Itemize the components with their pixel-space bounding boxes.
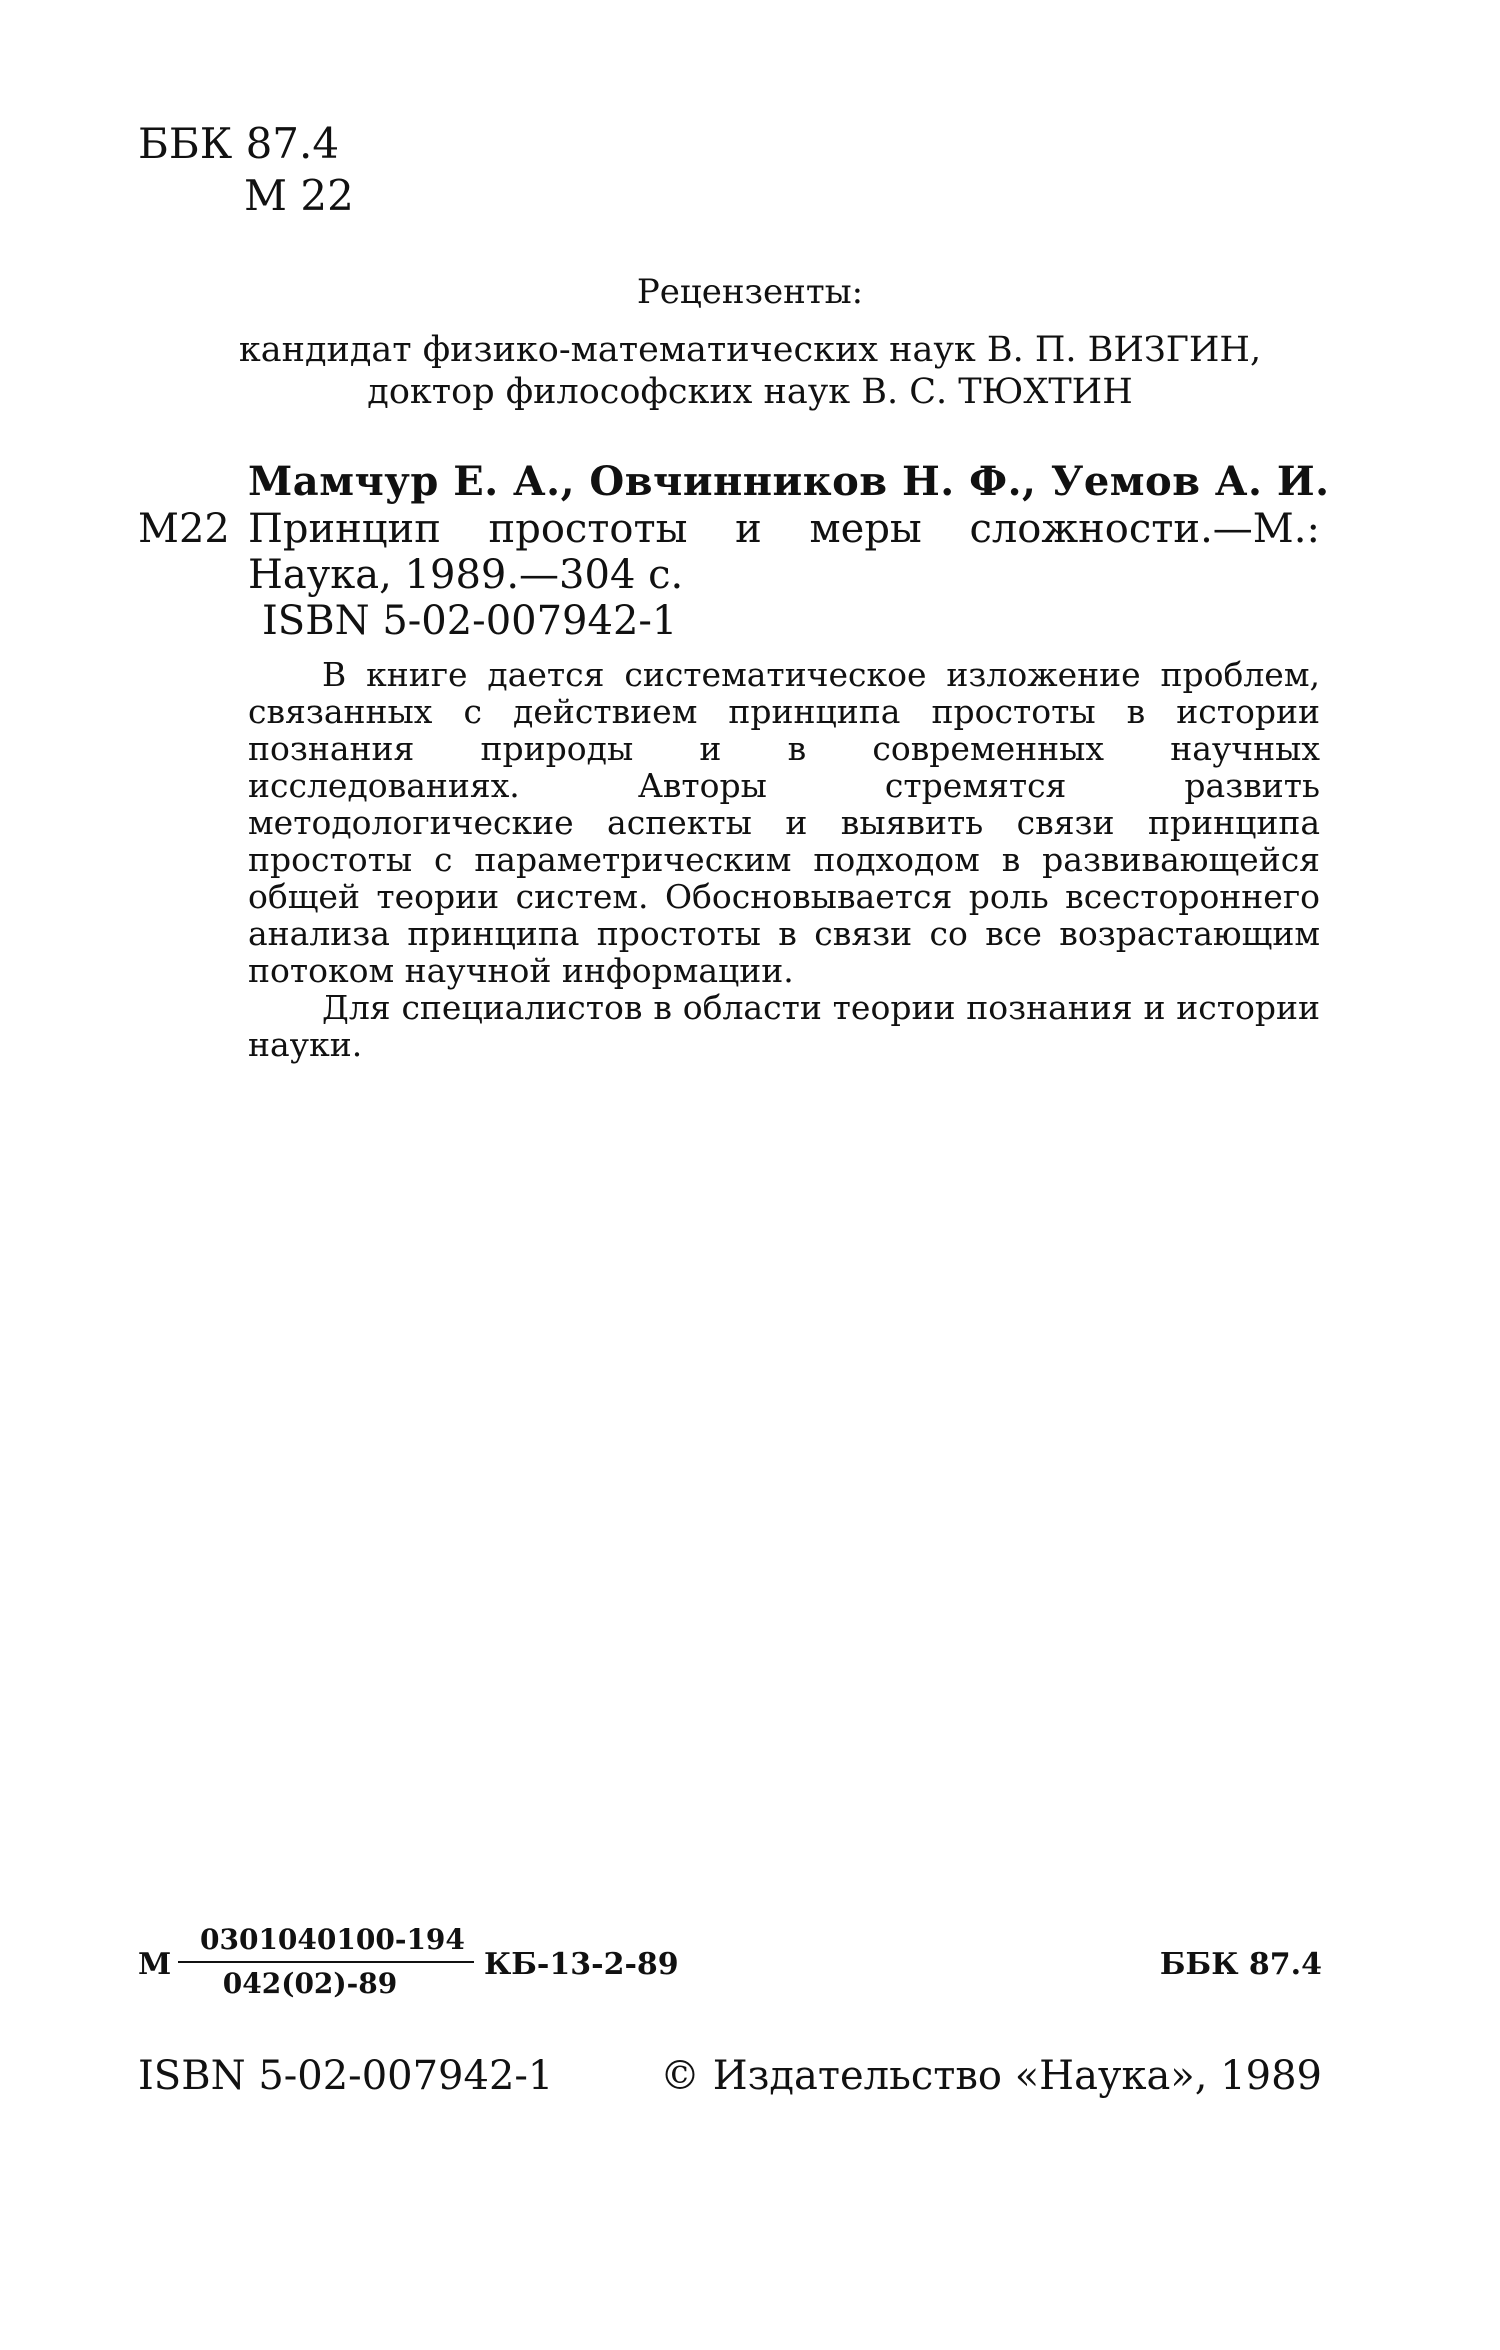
title-word: Принцип	[248, 506, 441, 552]
bbk-bottom: ББК 87.4	[1159, 1947, 1322, 1982]
copyright: © Издательство «Наука», 1989	[659, 2053, 1322, 2099]
catalog-code: М22	[138, 506, 230, 552]
imprint-letter: М	[138, 1947, 172, 1982]
author-mark: М 22	[244, 171, 354, 220]
bibliographic-record	[248, 506, 1320, 644]
authors: Мамчур Е. А., Овчинников Н. Ф., Уемов А. И.	[248, 458, 1330, 505]
title-word: меры	[809, 506, 922, 552]
bbk-classification	[138, 118, 354, 222]
annotation	[248, 656, 1320, 1063]
annotation-paragraph-1: В книге дается систематическое изложение проблем, связанных с действием принципа простоты в истории познания природы и в современных научных исследованиях. Авторы стремятся развить методологические аспекты и выявить связи принципа простоты с параметрическим подходом в развивающейся общей теории систем. Обосновывается роль всестороннего анализа принципа простоты в связи со все возрастающим потоком научной информации.	[248, 655, 1320, 990]
reviewer-2: доктор философских наук В. С. ТЮХТИН	[367, 372, 1133, 412]
imprint-numerator: 0301040100-194	[200, 1923, 465, 1956]
publisher-line: Наука, 1989.—304 с.	[248, 552, 684, 598]
imprint-denominator: 042(02)-89	[222, 1967, 398, 2000]
reviewer-1: кандидат физико-математических наук В. П. ВИЗГИН,	[238, 330, 1262, 370]
isbn-bottom: ISBN 5-02-007942-1	[138, 2053, 554, 2099]
kb-code: КБ-13-2-89	[484, 1947, 679, 1982]
book-title-line	[248, 506, 1320, 552]
title-word: сложности.—М.:	[969, 506, 1320, 552]
annotation-paragraph-2: Для специалистов в области теории познания и истории науки.	[248, 988, 1320, 1064]
title-word: и	[735, 506, 762, 552]
isbn-line: ISBN 5-02-007942-1	[262, 598, 678, 644]
reviewers-heading: Рецензенты:	[636, 272, 864, 312]
title-word: простоты	[488, 506, 688, 552]
bbk-code: ББК 87.4	[138, 119, 340, 168]
fraction-line	[178, 1961, 474, 1963]
